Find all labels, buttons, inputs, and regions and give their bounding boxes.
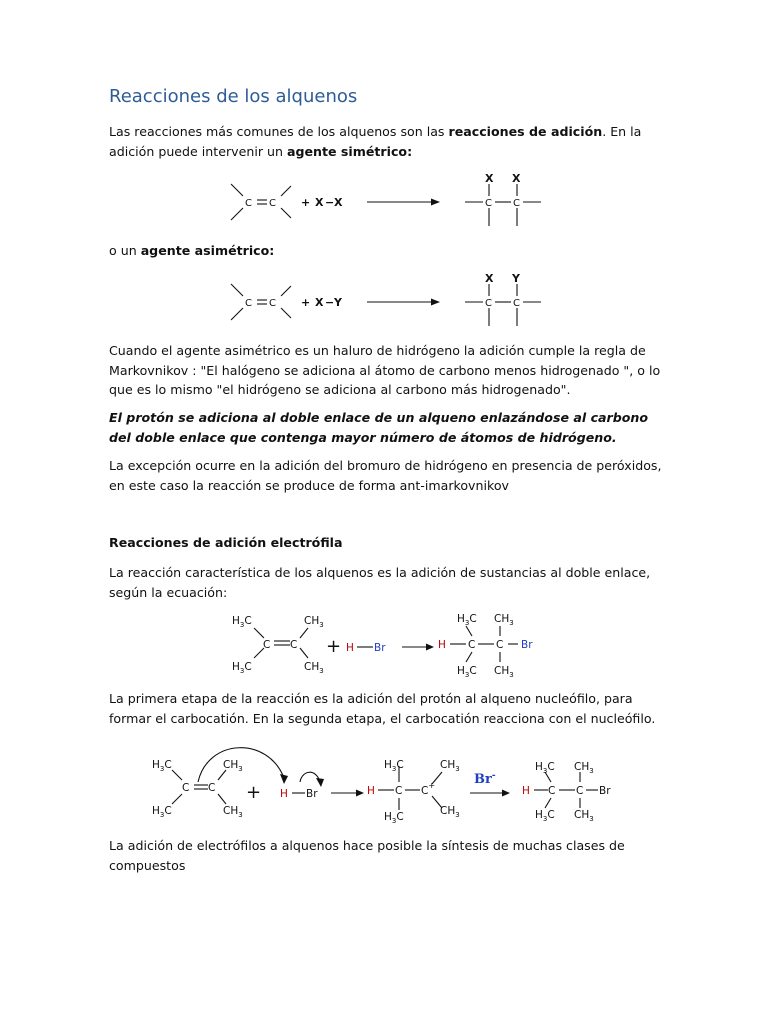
carbon-label: C xyxy=(513,298,520,309)
paragraph-mechanism: La primera etapa de la reacción es la adición del protón al alqueno nucleófilo, para formar el carbocatión. En la segunda etapa, el carbocatión reacciona con el nucleófilo. xyxy=(109,691,656,726)
reagent-x: X xyxy=(315,196,324,209)
reagent-y: Y xyxy=(334,296,342,309)
bromine-atom: Br xyxy=(306,788,318,800)
bold-term: reacciones de adición xyxy=(448,124,603,139)
carbon-label: C xyxy=(513,198,520,209)
carbon-label: C xyxy=(245,298,252,309)
methyl-group: $H_3C$ xyxy=(457,665,477,679)
hydrogen-atom: H xyxy=(280,788,288,800)
plus-sign: + xyxy=(301,196,311,209)
methyl-group: $CH_3$ xyxy=(440,805,460,819)
carbon-label: C xyxy=(263,639,271,651)
arrowhead xyxy=(280,774,288,784)
carbon-label: C xyxy=(269,198,276,209)
methyl-group: $H_3C$ xyxy=(232,661,252,675)
carbon-label: C xyxy=(548,785,556,797)
arrowhead xyxy=(431,299,440,306)
paragraph-markovnikov: Cuando el agente asimétrico es un haluro de hidrógeno la adición cumple la regla de Markovnikov : "El halógeno se adiciona al átomo de carbono menos hidrogenado ", o lo que es lo mismo "el hidrógeno se adiciona al carbono más hidrogenado". xyxy=(109,343,661,397)
carbon-label: C xyxy=(182,782,190,794)
mechanism-scheme xyxy=(148,738,628,824)
arrowhead xyxy=(356,790,364,797)
carbon-label: C xyxy=(485,298,492,309)
reagent-x: X xyxy=(334,196,343,209)
hydrogen-atom: H xyxy=(367,785,375,797)
paragraph-exception: La excepción ocurre en la adición del bromuro de hidrógeno en presencia de peróxidos, en este caso la reacción se produce de forma ant-imarkovnikov xyxy=(109,458,662,493)
methyl-group: $H_3C$ xyxy=(152,805,172,819)
bromide-anion: Br- xyxy=(474,771,496,787)
bromine-atom: Br xyxy=(374,642,386,654)
text-span: o un xyxy=(109,243,141,258)
arrowhead xyxy=(426,644,434,651)
product-y: Y xyxy=(512,272,520,285)
methyl-group: $H_3C$ xyxy=(535,809,555,823)
arrowhead xyxy=(431,199,440,206)
methyl-group: $H_3C$ xyxy=(384,759,404,773)
carbon-label: C xyxy=(269,298,276,309)
bromine-atom: Br xyxy=(521,639,533,651)
bromine-atom: Br xyxy=(599,785,611,797)
hydrogen-atom: H xyxy=(522,785,530,797)
paragraph-intro xyxy=(109,122,669,161)
methyl-group: $CH_3$ xyxy=(223,805,243,819)
methyl-group: $CH_3$ xyxy=(574,761,594,775)
methyl-group: $CH_3$ xyxy=(304,615,324,629)
paragraph-asymmetric xyxy=(109,241,669,261)
hydrogen-atom: H xyxy=(346,642,354,654)
bond-dash: − xyxy=(325,296,335,309)
paragraph-rule-statement: El protón se adiciona al doble enlace de un alqueno enlazándose al carbono del doble enlace que contenga mayor número de átomos de hidrógeno. xyxy=(109,410,649,445)
arrowhead xyxy=(316,778,324,787)
page-title: Reacciones de los alquenos xyxy=(109,86,358,107)
hydrogen-atom: H xyxy=(438,639,446,651)
carbon-label: C xyxy=(496,639,504,651)
carbon-label: C xyxy=(485,198,492,209)
bold-term: agente simétrico: xyxy=(286,143,413,159)
symmetric-addition-scheme xyxy=(225,170,555,235)
product-x: X xyxy=(512,172,521,185)
methyl-group: $H_3C$ xyxy=(384,811,404,824)
methyl-group: $CH_3$ xyxy=(304,661,324,675)
methyl-group: $CH_3$ xyxy=(574,809,594,823)
reagent-x: X xyxy=(315,296,324,309)
methyl-group: $CH_3$ xyxy=(494,613,514,627)
text-span: . En la adición puede intervenir un xyxy=(109,124,642,159)
section-heading-electrophilic: Reacciones de adición electrófila xyxy=(109,535,343,550)
text-span: Las reacciones más comunes de los alquenos son las xyxy=(109,124,449,139)
methyl-group: $CH_3$ xyxy=(494,665,514,679)
carbon-label: C xyxy=(395,785,403,797)
paragraph-characteristic-reaction: La reacción característica de los alquenos es la adición de sustancias al doble enlace, según la ecuación: xyxy=(109,565,651,600)
carbon-label: C xyxy=(245,198,252,209)
carbocation-label: C+ xyxy=(421,781,436,797)
methyl-group: $H_3C$ xyxy=(457,613,477,627)
electron-curved-arrow xyxy=(300,772,320,782)
methyl-group: $H_3C$ xyxy=(535,761,555,775)
product-x: X xyxy=(485,272,494,285)
carbon-label: C xyxy=(290,639,298,651)
bold-term: agente asimétrico: xyxy=(140,243,275,258)
plus-sign: + xyxy=(326,636,342,657)
carbon-label: C xyxy=(468,639,476,651)
asymmetric-addition-scheme xyxy=(225,270,555,335)
arrowhead xyxy=(502,790,510,797)
plus-sign: + xyxy=(301,296,311,309)
methyl-group: $CH_3$ xyxy=(223,759,243,773)
methyl-group: $H_3C$ xyxy=(152,759,172,773)
carbon-label: C xyxy=(208,782,216,794)
paragraph-synthesis: La adición de electrófilos a alquenos hace posible la síntesis de muchas clases de compuestos xyxy=(109,838,625,873)
hbr-addition-equation xyxy=(228,608,558,680)
plus-sign: + xyxy=(246,782,262,803)
carbon-label: C xyxy=(576,785,584,797)
bond-dash: − xyxy=(325,196,335,209)
methyl-group: $H_3C$ xyxy=(232,615,252,629)
methyl-group: $CH_3$ xyxy=(440,759,460,773)
product-x: X xyxy=(485,172,494,185)
